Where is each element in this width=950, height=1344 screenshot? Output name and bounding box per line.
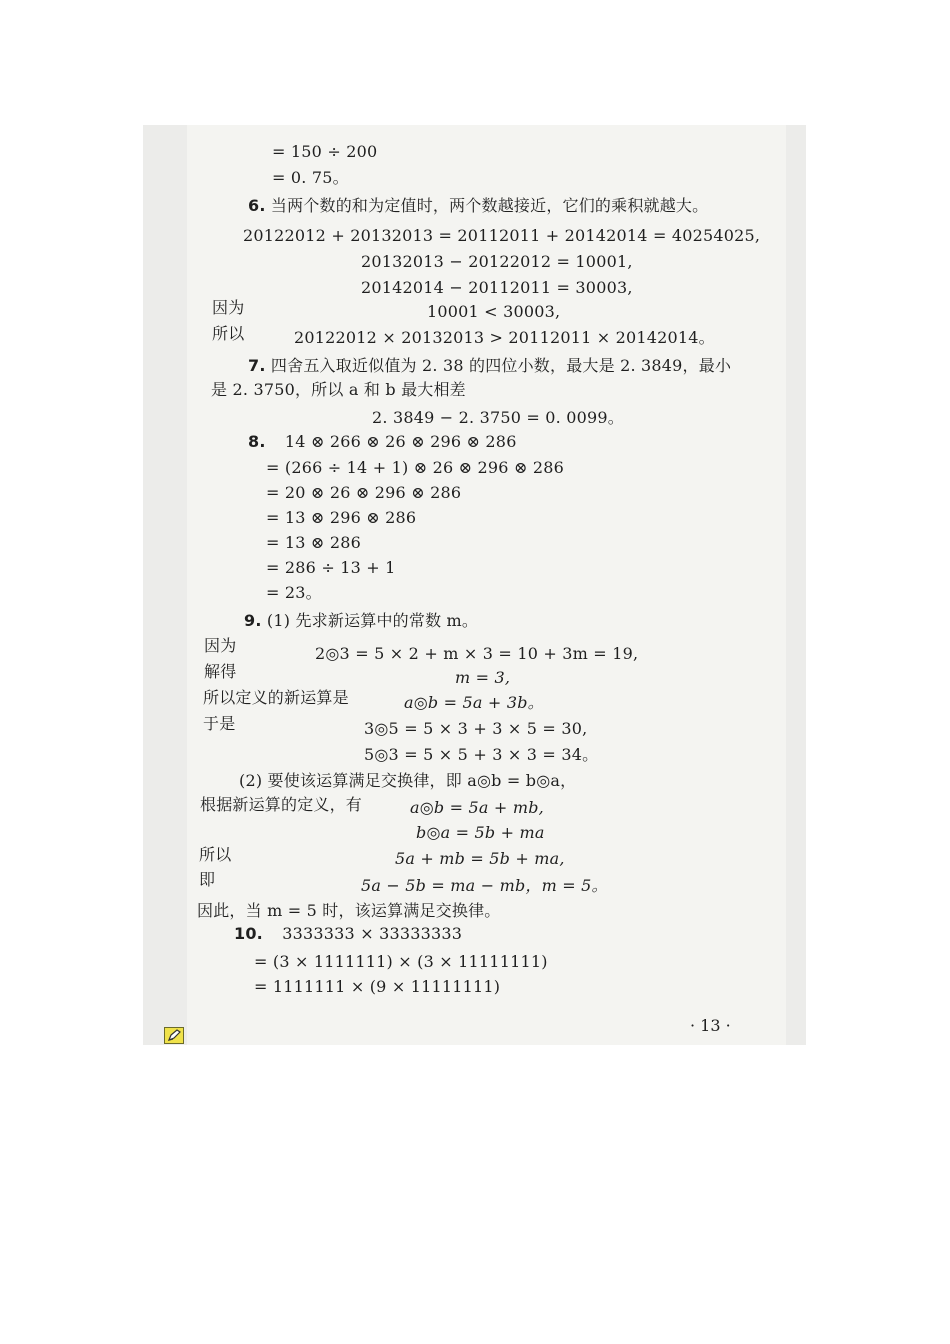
solution-line: 是 2. 3750，所以 a 和 b 最大相差	[211, 380, 466, 399]
solution-line: = 13 ⊗ 286	[266, 533, 361, 552]
scan-right-margin	[786, 125, 806, 1045]
solution-line: = (3 × 1111111) × (3 × 11111111)	[254, 952, 548, 971]
problem-number: 8.	[248, 432, 266, 451]
solution-line: = 150 ÷ 200	[272, 142, 378, 161]
solution-keyword: 所以	[199, 845, 232, 864]
solution-keyword: 所以定义的新运算是	[203, 688, 349, 707]
problem-text: 当两个数的和为定值时，两个数越接近，它们的乘积就越大。	[270, 196, 709, 215]
solution-line: m = 3,	[455, 668, 511, 687]
solution-line: = 13 ⊗ 296 ⊗ 286	[266, 508, 417, 527]
solution-keyword: 所以	[212, 324, 245, 343]
solution-line: 5a − 5b = ma − mb，m = 5。	[361, 876, 608, 895]
edit-icon-glyph	[165, 1028, 183, 1043]
solution-line: 2◎3 = 5 × 2 + m × 3 = 10 + 3m = 19,	[315, 644, 639, 663]
solution-line: 20122012 + 20132013 = 20112011 + 20142014 = 40254025,	[243, 226, 761, 245]
solution-line: = 286 ÷ 13 + 1	[266, 558, 396, 577]
solution-line: = 1111111 × (9 × 11111111)	[254, 977, 501, 996]
problem-6	[248, 196, 708, 216]
solution-keyword: 根据新运算的定义，有	[200, 795, 363, 814]
problem-text: 3333333 × 33333333	[282, 924, 463, 943]
problem-number: 6.	[248, 196, 266, 215]
solution-line: 20142014 − 20112011 = 30003,	[361, 278, 633, 297]
solution-line: (2) 要使该运算满足交换律，即 a◎b = b◎a，	[239, 771, 577, 790]
solution-line: 因此，当 m = 5 时，该运算满足交换律。	[197, 901, 501, 920]
solution-line: 20122012 × 20132013 > 20112011 × 20142014。	[294, 328, 715, 347]
solution-line: a◎b = 5a + 3b。	[404, 693, 544, 712]
solution-keyword: 于是	[203, 714, 236, 733]
solution-keyword: 即	[199, 870, 216, 889]
solution-line: = 23。	[266, 583, 322, 602]
solution-line: 5a + mb = 5b + ma,	[395, 849, 565, 868]
solution-line: a◎b = 5a + mb,	[410, 798, 544, 817]
problem-7	[248, 356, 731, 376]
problem-number: 10.	[234, 924, 263, 943]
problem-8	[248, 432, 517, 452]
solution-line: = (266 ÷ 14 + 1) ⊗ 26 ⊗ 296 ⊗ 286	[266, 458, 564, 477]
edit-icon[interactable]	[164, 1027, 184, 1044]
problem-10	[234, 924, 462, 944]
solution-line: 20132013 − 20122012 = 10001,	[361, 252, 633, 271]
page-number: · 13 ·	[690, 1016, 731, 1035]
solution-keyword: 解得	[204, 662, 237, 681]
solution-keyword: 因为	[204, 636, 237, 655]
solution-line: 3◎5 = 5 × 3 + 3 × 5 = 30,	[364, 719, 588, 738]
solution-keyword: 因为	[212, 298, 245, 317]
solution-line: 10001 < 30003,	[427, 302, 561, 321]
solution-line: = 0. 75。	[272, 168, 349, 187]
problem-text: (1) 先求新运算中的常数 m。	[266, 611, 479, 630]
scan-left-margin	[143, 125, 187, 1045]
problem-number: 9.	[244, 611, 262, 630]
problem-text: 四舍五入取近似值为 2. 38 的四位小数，最大是 2. 3849，最小	[270, 356, 732, 375]
problem-number: 7.	[248, 356, 266, 375]
solution-line: = 20 ⊗ 26 ⊗ 296 ⊗ 286	[266, 483, 462, 502]
problem-text: 14 ⊗ 266 ⊗ 26 ⊗ 296 ⊗ 286	[284, 432, 517, 451]
solution-line: 5◎3 = 5 × 5 + 3 × 3 = 34。	[364, 745, 599, 764]
solution-line: b◎a = 5b + ma	[416, 823, 545, 842]
solution-line: 2. 3849 − 2. 3750 = 0. 0099。	[372, 408, 624, 427]
problem-9	[244, 611, 478, 631]
